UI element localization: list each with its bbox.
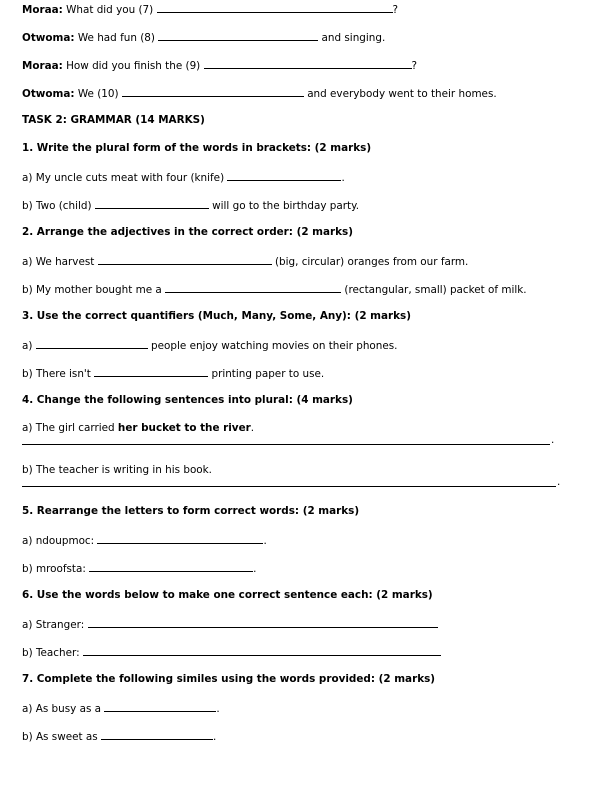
- answer-blank[interactable]: [94, 366, 208, 377]
- item-text: a) The girl carried: [22, 422, 118, 434]
- item-text: b) Two (child): [22, 200, 92, 212]
- speaker: Moraa:: [22, 4, 63, 16]
- speaker: Otwoma:: [22, 32, 75, 44]
- answer-blank[interactable]: [157, 2, 393, 13]
- q7-item-b: [22, 729, 216, 744]
- answer-blank[interactable]: [88, 617, 438, 628]
- q1-item-a: [22, 170, 345, 185]
- speaker: Moraa:: [22, 60, 63, 72]
- q5-heading: 5. Rearrange the letters to form correct words: (2 marks): [22, 505, 360, 517]
- dialogue-text: What did you (7): [66, 4, 154, 16]
- dialogue-line-10: [22, 86, 497, 101]
- q7-item-a: [22, 701, 220, 716]
- item-bold-text: her bucket to the river: [117, 422, 251, 434]
- item-end: (big, circular) oranges from our farm.: [274, 256, 469, 268]
- answer-blank[interactable]: [98, 254, 272, 265]
- item-text: b) Teacher:: [22, 647, 80, 659]
- answer-blank[interactable]: [104, 701, 216, 712]
- answer-blank[interactable]: [165, 282, 341, 293]
- item-text: b) mroofsta:: [22, 563, 86, 575]
- item-end: .: [216, 703, 220, 715]
- dialogue-end: and singing.: [321, 32, 386, 44]
- q3-heading: 3. Use the correct quantifiers (Much, Many, Some, Any): (2 marks): [22, 310, 411, 322]
- answer-blank[interactable]: [83, 645, 441, 656]
- q5-item-a: [22, 533, 267, 548]
- item-end: .: [263, 535, 267, 547]
- dialogue-line-8: [22, 30, 385, 45]
- item-end: .: [250, 422, 255, 434]
- q4-item-b: b) The teacher is writing in his book.: [22, 464, 212, 476]
- q6-item-a: [22, 617, 438, 632]
- q4-item-a: [22, 422, 254, 435]
- dialogue-end: ?: [392, 4, 399, 16]
- answer-blank[interactable]: [95, 198, 209, 209]
- item-text: b) As sweet as: [22, 731, 98, 743]
- dialogue-text: We (10): [77, 88, 119, 100]
- q4-heading: 4. Change the following sentences into plural: (4 marks): [22, 394, 353, 406]
- q7-heading: 7. Complete the following similes using the words provided: (2 marks): [22, 673, 436, 685]
- line-period: .: [551, 434, 555, 446]
- item-text: a) Stranger:: [22, 619, 85, 631]
- q2-heading: 2. Arrange the adjectives in the correct order: (2 marks): [22, 226, 353, 238]
- q3-item-a: [22, 338, 397, 353]
- item-text: a) As busy as a: [22, 703, 102, 715]
- item-end: .: [341, 172, 345, 184]
- q1-item-b: [22, 198, 359, 213]
- item-end: .: [253, 563, 257, 575]
- dialogue-text: We had fun (8): [77, 32, 155, 44]
- q2-item-a: [22, 254, 468, 269]
- item-text: a) We harvest: [22, 256, 95, 268]
- item-text: b) There isn't: [22, 368, 91, 380]
- answer-blank[interactable]: [122, 86, 304, 97]
- answer-blank[interactable]: [101, 729, 213, 740]
- dialogue-text: How did you finish the (9): [66, 60, 201, 72]
- speaker: Otwoma:: [22, 88, 75, 100]
- task-title: TASK 2: GRAMMAR (14 MARKS): [22, 114, 205, 126]
- item-text: a) ndoupmoc:: [22, 535, 95, 547]
- item-end: people enjoy watching movies on their phones.: [151, 340, 398, 352]
- answer-line[interactable]: [22, 486, 556, 487]
- q6-item-b: [22, 645, 441, 660]
- answer-blank[interactable]: [204, 58, 412, 69]
- q5-item-b: [22, 561, 256, 576]
- answer-blank[interactable]: [158, 30, 318, 41]
- answer-blank[interactable]: [36, 338, 148, 349]
- q2-item-b: [22, 282, 527, 297]
- item-end: .: [212, 731, 217, 743]
- dialogue-end: ?: [411, 60, 418, 72]
- dialogue-line-7: [22, 2, 398, 17]
- item-end: will go to the birthday party.: [212, 200, 360, 212]
- item-end: (rectangular, small) packet of milk.: [344, 284, 527, 296]
- item-text: b) My mother bought me a: [22, 284, 162, 296]
- dialogue-line-9: [22, 58, 417, 73]
- q3-item-b: [22, 366, 324, 381]
- dialogue-end: and everybody went to their homes.: [307, 88, 497, 100]
- answer-blank[interactable]: [97, 533, 263, 544]
- answer-line[interactable]: [22, 444, 550, 445]
- item-text: a) My uncle cuts meat with four (knife): [22, 172, 225, 184]
- answer-blank[interactable]: [227, 170, 341, 181]
- answer-blank[interactable]: [89, 561, 253, 572]
- item-end: printing paper to use.: [211, 368, 325, 380]
- item-text: a): [22, 340, 33, 352]
- q6-heading: 6. Use the words below to make one correct sentence each: (2 marks): [22, 589, 433, 601]
- line-period: .: [557, 476, 561, 488]
- q1-heading: 1. Write the plural form of the words in brackets: (2 marks): [22, 142, 372, 154]
